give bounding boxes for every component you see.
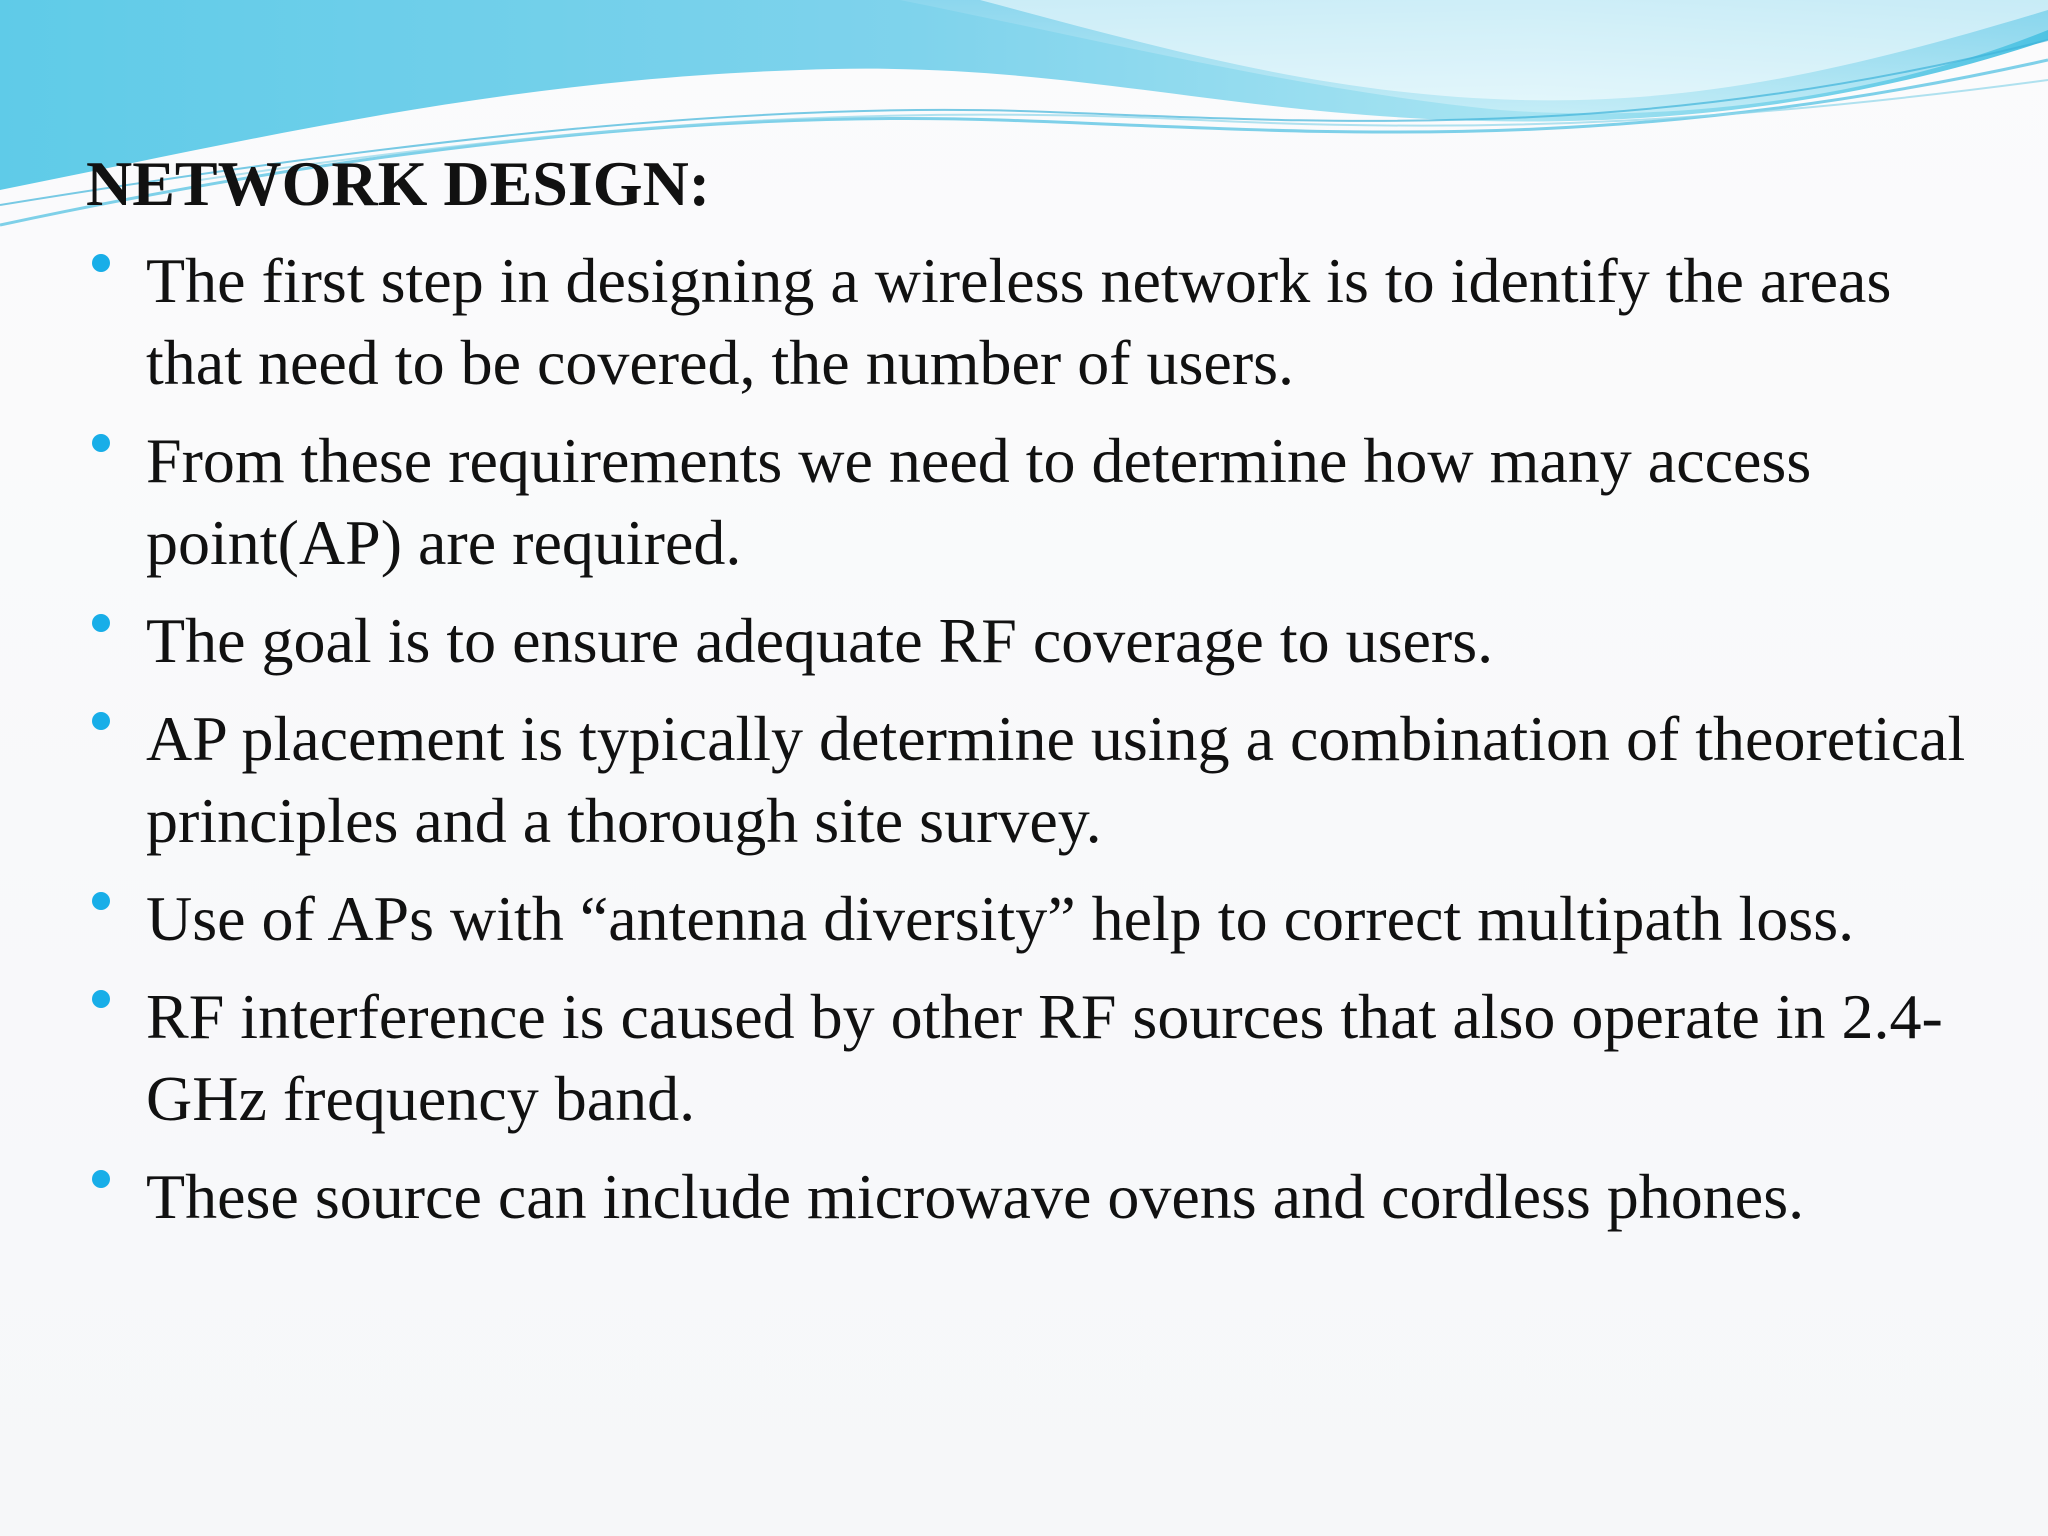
bullet-dot-icon [92, 990, 110, 1008]
bullet-item [86, 420, 1986, 584]
bullet-text: RF interference is caused by other RF sources that also operate in 2.4-GHz frequency band. [146, 981, 1943, 1134]
bullet-dot-icon [92, 434, 110, 452]
bullet-text: The first step in designing a wireless network is to identify the areas that need to be covered, the number of users. [146, 245, 1892, 398]
bullet-item [86, 1156, 1986, 1238]
bullet-text: AP placement is typically determine using a combination of theoretical principles and a thorough site survey. [146, 703, 1966, 856]
bullet-dot-icon [92, 892, 110, 910]
slide-title: NETWORK DESIGN: [86, 148, 711, 219]
bullet-dot-icon [92, 614, 110, 632]
bullet-item [86, 240, 1986, 404]
bullet-dot-icon [92, 254, 110, 272]
bullet-dot-icon [92, 1170, 110, 1188]
bullet-item [86, 698, 1986, 862]
bullet-text: The goal is to ensure adequate RF coverage to users. [146, 605, 1494, 676]
bullet-item [86, 976, 1986, 1140]
bullet-text: Use of APs with “antenna diversity” help to correct multipath loss. [146, 883, 1855, 954]
bullet-list [86, 240, 1986, 1254]
bullet-item [86, 600, 1986, 682]
bullet-text: These source can include microwave ovens and cordless phones. [146, 1161, 1805, 1232]
bullet-item [86, 878, 1986, 960]
bullet-text: From these requirements we need to determine how many access point(AP) are required. [146, 425, 1812, 578]
bullet-dot-icon [92, 712, 110, 730]
